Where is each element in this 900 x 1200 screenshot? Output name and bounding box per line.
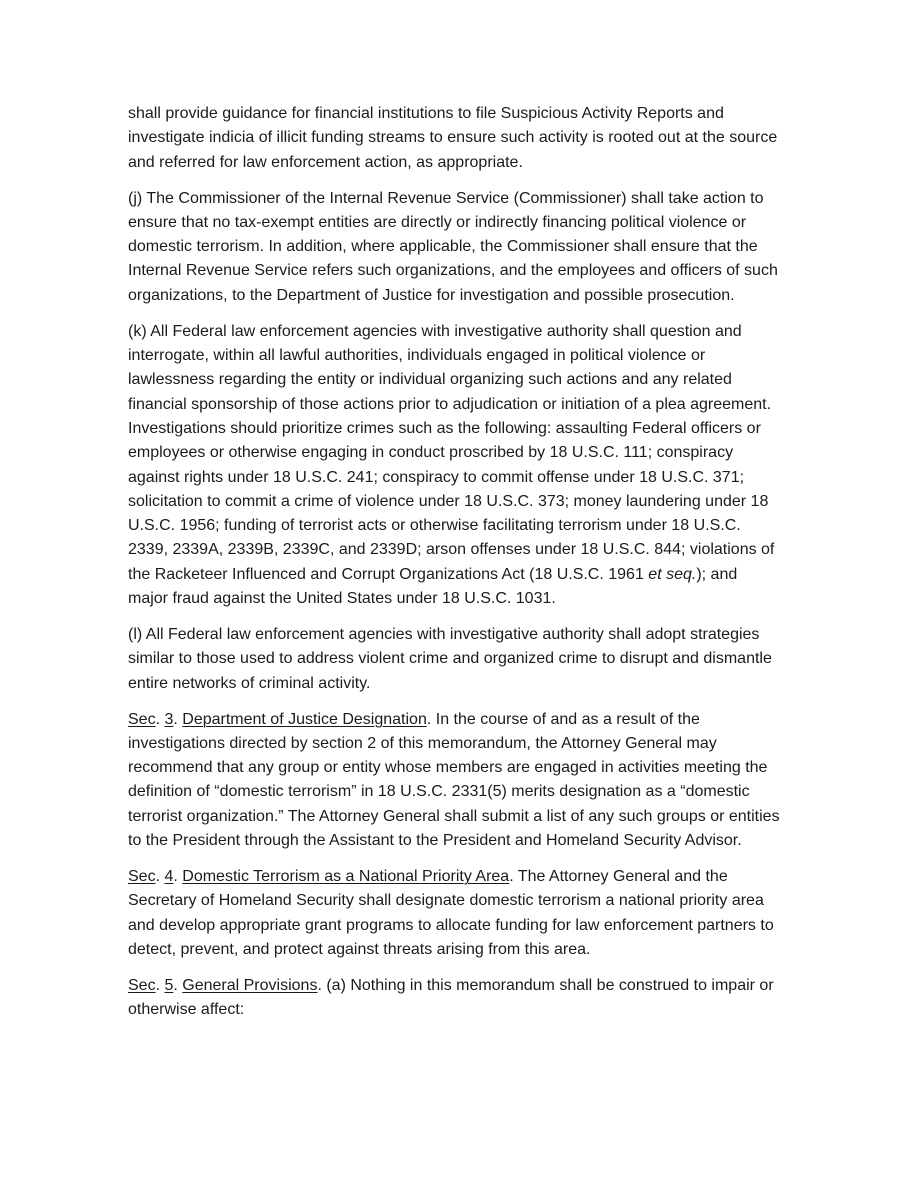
section-3-body: In the course of and as a result of the investigations directed by section 2 of this memorandum, the Attorney General may recommend that any group or entity whose members are engaged in activities meeting the definition of “domestic terrorism” in 18 U.S.C. 2331(5) merits designation as a “domestic terrorist organization.” The Attorney General shall submit a list of any such groups or entities to the President through the Assistant to the President and Homeland Security Advisor.	[128, 710, 780, 850]
section-4-number: 4	[164, 868, 174, 886]
paragraph-k-text: (k) All Federal law enforcement agencies with investigative authority shall question and interrogate, within all lawful authorities, individuals engaged in political violence or lawlessness regarding the entity or individual organizing such actions and any related financial sponsorship of those actions prior to adjudication or initiation of a plea agreement. Investigations should prioritize crimes such as the following: assaulting Federal officers or employees or otherwise engaging in conduct proscribed by 18 U.S.C. 111; conspiracy against rights under 18 U.S.C. 241; conspiracy to commit offense under 18 U.S.C. 371; solicitation to commit a crime of violence under 18 U.S.C. 373; money laundering under 18 U.S.C. 1956; funding of terrorist acts or otherwise facilitating terrorism under 18 U.S.C. 2339, 2339A, 2339B, 2339C, and 2339D; arson offenses under 18 U.S.C. 844; violations of the Racketeer Influenced and Corrupt Organizations Act (18 U.S.C. 1961	[128, 322, 775, 583]
paragraph-j: (j) The Commissioner of the Internal Revenue Service (Commissioner) shall take action to ensure that no tax-exempt entities are directly or indirectly financing political violence or domestic terrorism. In addition, where applicable, the Commissioner shall ensure that the Internal Revenue Service refers such organizations, and the employees and officers of such organizations, to the Department of Justice for investigation and possible prosecution.	[128, 189, 778, 304]
section-5: Sec. 5. General Provisions. (a) Nothing in this memorandum shall be construed to impair or otherwise affect:	[128, 976, 774, 1019]
paragraph-k-text-end: ); and major fraud against the United States under 18 U.S.C. 1031.	[128, 565, 738, 608]
section-3: Sec. 3. Department of Justice Designation. In the course of and as a result of the investigations directed by section 2 of this memorandum, the Attorney General may recommend that any group or entity whose members are engaged in activities meeting the definition of “domestic terrorism” in 18 U.S.C. 2331(5) merits designation as a “domestic terrorist organization.” The Attorney General shall submit a list of any such groups or entities to the President through the Assistant to the President and Homeland Security Advisor.	[128, 710, 780, 850]
section-4-sec-label: Sec	[128, 868, 156, 886]
paragraph-k-italic: et seq.	[648, 565, 697, 583]
paragraph-k	[128, 320, 780, 612]
section-5-body: (a) Nothing in this memorandum shall be construed to impair or otherwise affect:	[128, 976, 774, 1019]
section-3-heading: Department of Justice Designation	[182, 710, 427, 728]
section-4-heading: Domestic Terrorism as a National Priority Area	[182, 868, 510, 886]
section-4: Sec. 4. Domestic Terrorism as a National Priority Area. The Attorney General and the Secretary of Homeland Security shall designate domestic terrorism a national priority area and develop appropriate grant programs to allocate funding for law enforcement partners to detect, prevent, and protect against threats arising from this area.	[128, 868, 774, 958]
section-3-number: 3	[164, 710, 174, 728]
section-3-sec-label: Sec	[128, 710, 156, 728]
section-5-heading: General Provisions	[182, 976, 318, 994]
section-5-sec-label: Sec	[128, 976, 156, 994]
paragraph-l: (l) All Federal law enforcement agencies with investigative authority shall adopt strategies similar to those used to address violent crime and organized crime to disrupt and dismantle entire networks of criminal activity.	[128, 626, 772, 692]
paragraph-continuation: shall provide guidance for financial institutions to file Suspicious Activity Reports and investigate indicia of illicit funding streams to ensure such activity is rooted out at the source and referred for law enforcement action, as appropriate.	[128, 105, 778, 171]
document-page	[128, 102, 780, 1034]
section-5-number: 5	[164, 976, 174, 994]
section-4-body: The Attorney General and the Secretary of Homeland Security shall designate domestic terrorism a national priority area and develop appropriate grant programs to allocate funding for law enforcement partners to detect, prevent, and protect against threats arising from this area.	[128, 868, 774, 958]
